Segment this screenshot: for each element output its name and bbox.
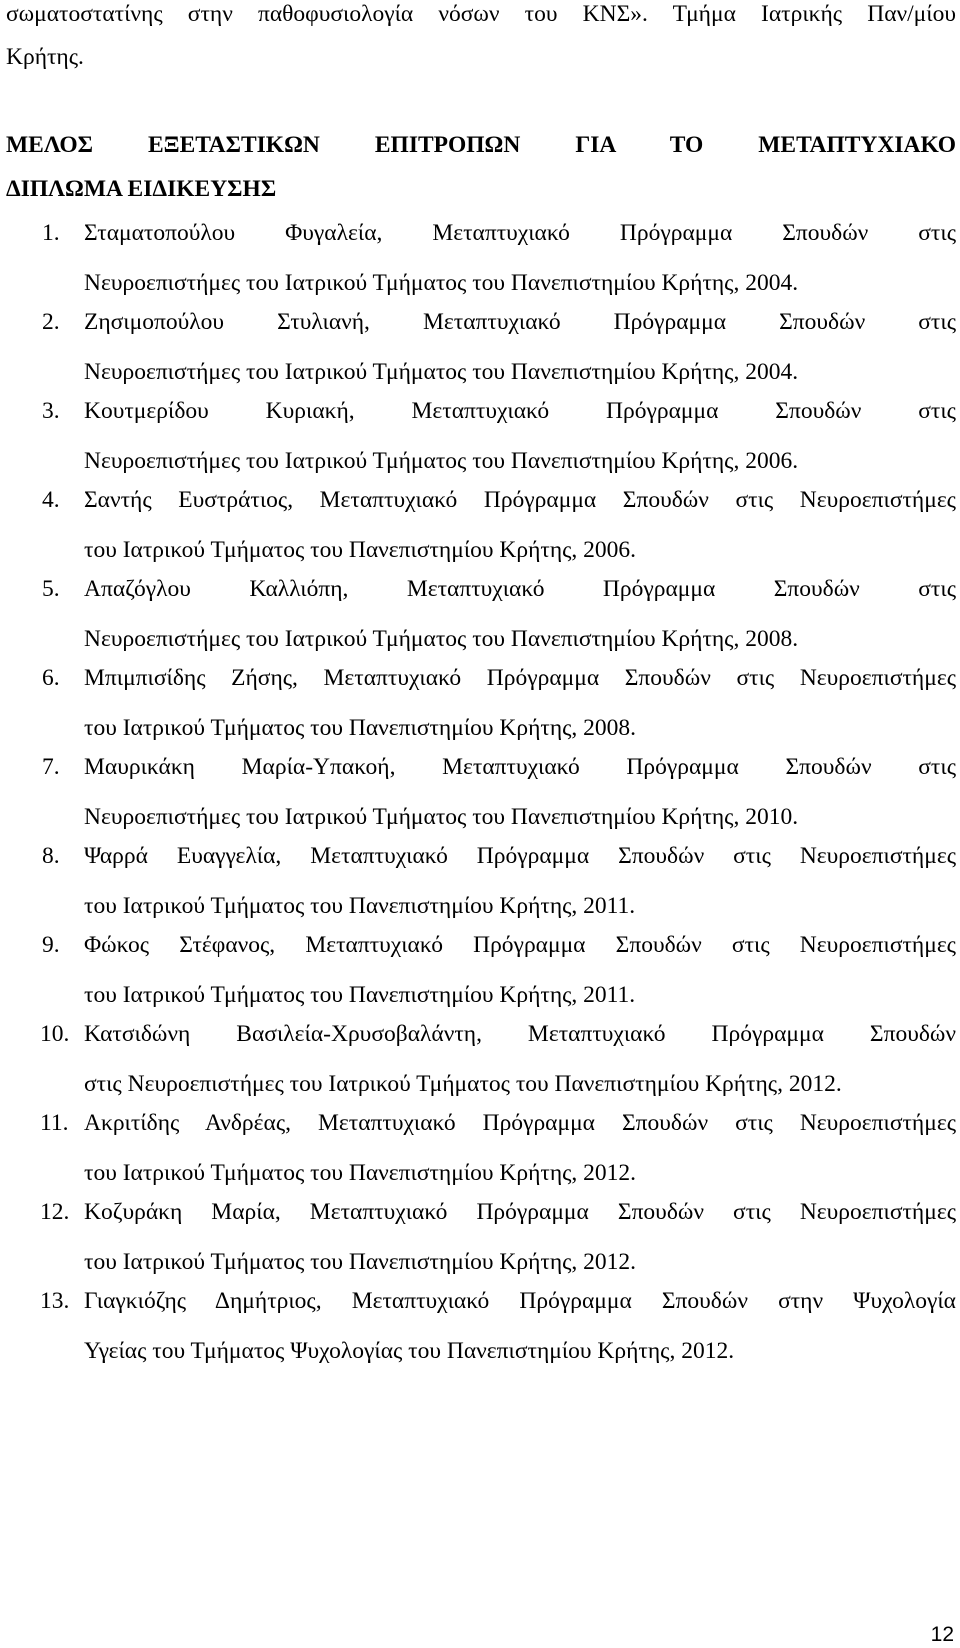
list-item-line-2: του Ιατρικού Τμήματος του Πανεπιστημίου Κρήτης, 2012. — [84, 1249, 637, 1275]
list-item-line-1: Κοζυράκη Μαρία, Μεταπτυχιακό Πρόγραμμα Σπουδών στις Νευροεπιστήμες — [84, 1199, 956, 1225]
intro-line-2: Κρήτης. — [6, 44, 84, 70]
list-item-number: 11. — [40, 1110, 69, 1136]
list-item-line-2: Νευροεπιστήμες του Ιατρικού Τμήματος του Πανεπιστημίου Κρήτης, 2008. — [84, 626, 799, 652]
list-item-line-2: Νευροεπιστήμες του Ιατρικού Τμήματος του Πανεπιστημίου Κρήτης, 2004. — [84, 270, 799, 296]
list-item-line-2: του Ιατρικού Τμήματος του Πανεπιστημίου Κρήτης, 2011. — [84, 893, 636, 919]
list-item-number: 8. — [42, 843, 60, 869]
list-item-line-1: Μπιμπισίδης Ζήσης, Μεταπτυχιακό Πρόγραμμα Σπουδών στις Νευροεπιστήμες — [84, 665, 956, 691]
list-item-line-1: Σταματοπούλου Φυγαλεία, Μεταπτυχιακό Πρόγραμμα Σπουδών στις — [84, 220, 956, 246]
list-item-number: 9. — [42, 932, 60, 958]
list-item-line-1: Ακριτίδης Ανδρέας, Μεταπτυχιακό Πρόγραμμα Σπουδών στις Νευροεπιστήμες — [84, 1110, 956, 1136]
list-item-line-1: Γιαγκιόζης Δημήτριος, Μεταπτυχιακό Πρόγραμμα Σπουδών στην Ψυχολογία — [84, 1288, 956, 1314]
list-item-line-2: Νευροεπιστήμες του Ιατρικού Τμήματος του Πανεπιστημίου Κρήτης, 2006. — [84, 448, 799, 474]
list-item-number: 10. — [40, 1021, 70, 1047]
list-item-number: 2. — [42, 309, 60, 335]
list-item-number: 12. — [40, 1199, 70, 1225]
list-item-number: 3. — [42, 398, 60, 424]
list-item-line-2: Νευροεπιστήμες του Ιατρικού Τμήματος του Πανεπιστημίου Κρήτης, 2010. — [84, 804, 799, 830]
list-item-line-2: του Ιατρικού Τμήματος του Πανεπιστημίου Κρήτης, 2008. — [84, 715, 637, 741]
list-item-number: 5. — [42, 576, 60, 602]
list-item-line-1: Μαυρικάκη Μαρία-Υπακοή, Μεταπτυχιακό Πρόγραμμα Σπουδών στις — [84, 754, 956, 780]
list-item-number: 4. — [42, 487, 60, 513]
list-item-line-2: του Ιατρικού Τμήματος του Πανεπιστημίου Κρήτης, 2011. — [84, 982, 636, 1008]
list-item-number: 13. — [40, 1288, 70, 1314]
list-item-line-2: Νευροεπιστήμες του Ιατρικού Τμήματος του Πανεπιστημίου Κρήτης, 2004. — [84, 359, 799, 385]
list-item-line-1: Κουτμερίδου Κυριακή, Μεταπτυχιακό Πρόγραμμα Σπουδών στις — [84, 398, 956, 424]
page-number: 12 — [930, 1623, 954, 1646]
list-item-line-1: Φώκος Στέφανος, Μεταπτυχιακό Πρόγραμμα Σπουδών στις Νευροεπιστήμες — [84, 932, 956, 958]
list-item-number: 1. — [42, 220, 60, 246]
list-item-line-1: Απαζόγλου Καλλιόπη, Μεταπτυχιακό Πρόγραμμα Σπουδών στις — [84, 576, 956, 602]
list-item-line-1: Σαντής Ευστράτιος, Μεταπτυχιακό Πρόγραμμα Σπουδών στις Νευροεπιστήμες — [84, 487, 956, 513]
list-item-line-2: του Ιατρικού Τμήματος του Πανεπιστημίου Κρήτης, 2006. — [84, 537, 637, 563]
list-item-line-1: Ζησιμοπούλου Στυλιανή, Μεταπτυχιακό Πρόγραμμα Σπουδών στις — [84, 309, 956, 335]
list-item-line-1: Ψαρρά Ευαγγελία, Μεταπτυχιακό Πρόγραμμα Σπουδών στις Νευροεπιστήμες — [84, 843, 956, 869]
list-item-line-2: του Ιατρικού Τμήματος του Πανεπιστημίου Κρήτης, 2012. — [84, 1160, 637, 1186]
list-item-line-1: Κατσιδώνη Βασιλεία-Χρυσοβαλάντη, Μεταπτυχιακό Πρόγραμμα Σπουδών — [84, 1021, 956, 1047]
list-item-number: 6. — [42, 665, 60, 691]
intro-line-1: σωματοστατίνης στην παθοφυσιολογία νόσων του ΚΝΣ». Τμήμα Ιατρικής Παν/μίου — [6, 1, 956, 27]
list-item-line-2: στις Νευροεπιστήμες του Ιατρικού Τμήματος του Πανεπιστημίου Κρήτης, 2012. — [84, 1071, 842, 1097]
list-item-line-2: Υγείας του Τμήματος Ψυχολογίας του Πανεπιστημίου Κρήτης, 2012. — [84, 1338, 735, 1364]
list-item-number: 7. — [42, 754, 60, 780]
section-heading-line-1: ΜΕΛΟΣ ΕΞΕΤΑΣΤΙΚΩΝ ΕΠΙΤΡΟΠΩΝ ΓΙΑ ΤΟ ΜΕΤΑΠΤΥΧΙΑΚΟ — [6, 132, 956, 158]
section-heading-line-2: ΔΙΠΛΩΜΑ ΕΙΔΙΚΕΥΣΗΣ — [6, 176, 277, 202]
